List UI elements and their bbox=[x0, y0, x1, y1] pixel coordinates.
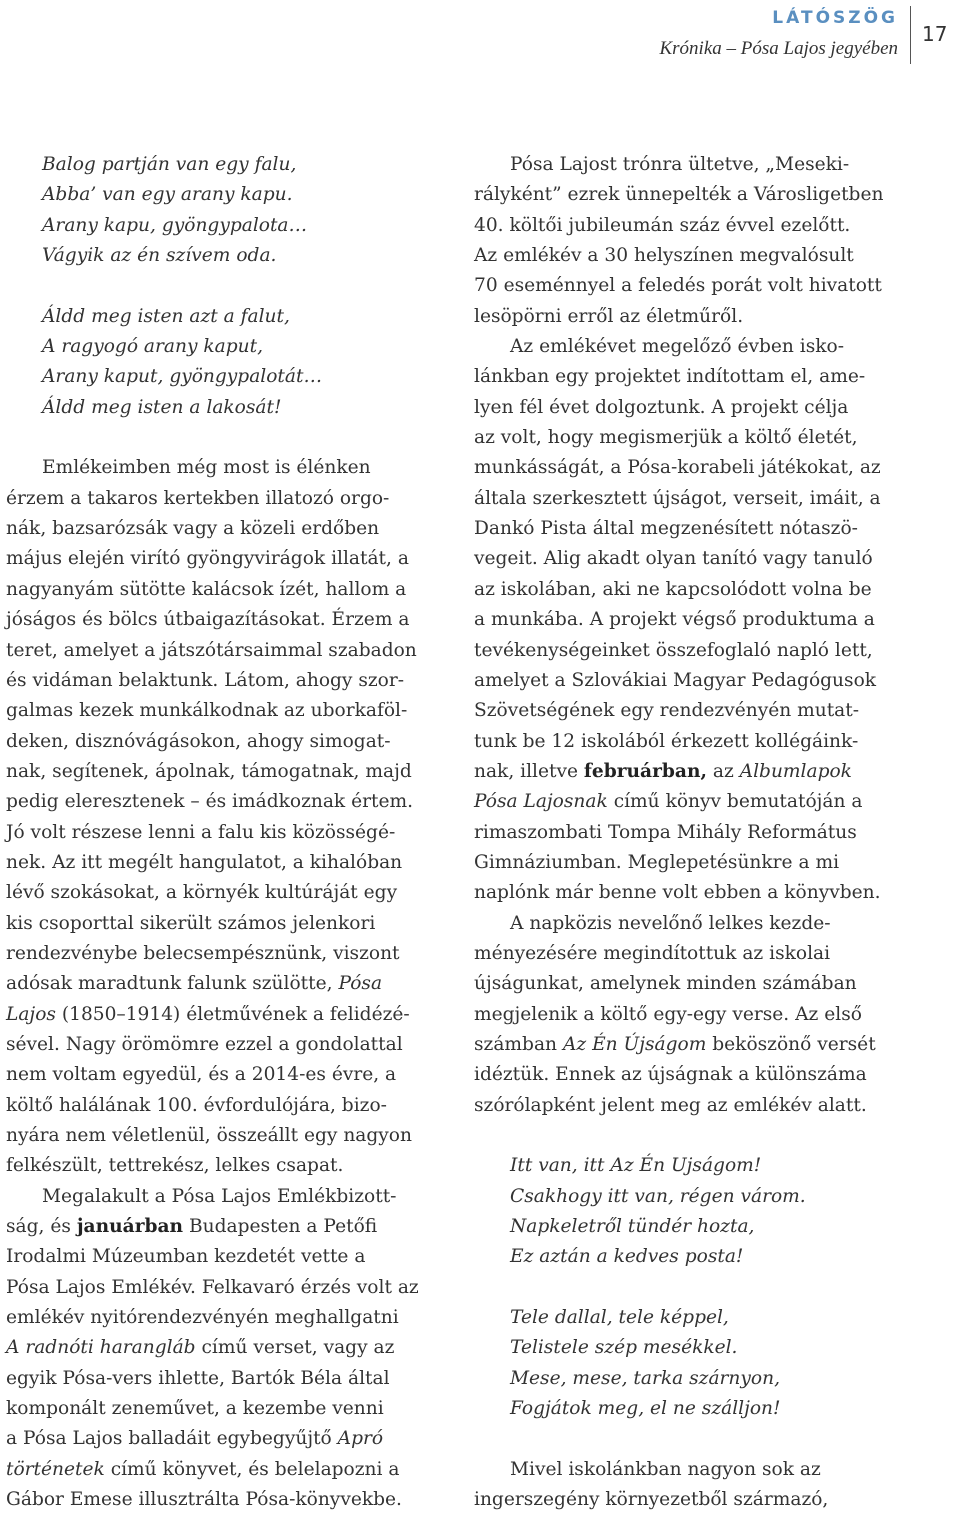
text-line bbox=[6, 1424, 432, 1454]
text-line: általa szerkesztett újságot, verseit, imáit, a bbox=[474, 487, 881, 509]
verse-line: Telistele szép mesékkel. bbox=[510, 1337, 738, 1359]
text-line: ményezésére megindítottuk az iskolai bbox=[474, 942, 831, 964]
section-title: LÁTÓSZÖG bbox=[772, 8, 898, 28]
text-line: Dankó Pista által megzenésített nótaszö- bbox=[474, 518, 858, 540]
text-line: az iskolában, aki ne kapcsolódott volna be bbox=[474, 578, 872, 600]
paragraph-jubilee bbox=[474, 150, 914, 332]
text-line: Emlékeimben még most is élénken bbox=[42, 457, 371, 479]
text-run: ság, és bbox=[6, 1216, 71, 1238]
text-line: Az emlékév a 30 helyszínen megvalósult bbox=[474, 245, 854, 267]
paragraph-memorial-year bbox=[6, 1182, 432, 1516]
text-line: nák, bazsarózsák vagy a közeli erdőben bbox=[6, 518, 380, 540]
text-line: lyen fél évet dolgoztunk. A projekt célja bbox=[474, 396, 849, 418]
text-line: 70 eseménnyel a feledés porát volt hivatott bbox=[474, 275, 882, 297]
text-line: komponált zeneművet, a kezembe venni bbox=[6, 1398, 384, 1420]
text-line: nyára nem véletlenül, összeállt egy nagyon bbox=[6, 1125, 412, 1146]
text-line: újságunkat, amelynek minden számában bbox=[474, 973, 857, 995]
poem-stanza-1 bbox=[6, 150, 432, 271]
text-line: megjelenik a költő egy-egy verse. Az első bbox=[474, 1003, 862, 1025]
poem-stanza-4 bbox=[474, 1303, 914, 1424]
spacer bbox=[474, 1121, 914, 1151]
text-run: a Pósa Lajos balladáit egybegyűjtő bbox=[6, 1428, 332, 1450]
right-column bbox=[474, 150, 914, 1515]
bold-date: januárban bbox=[76, 1216, 184, 1238]
text-line: nek. Az itt megélt hangulatot, a kihalóban bbox=[6, 851, 403, 873]
italic-title: Az Én Újságom bbox=[562, 1033, 707, 1055]
verse-line: Csakhogy itt van, régen várom. bbox=[510, 1185, 806, 1207]
text-line bbox=[6, 1333, 432, 1363]
text-run: nak, illetve bbox=[474, 760, 578, 782]
spacer bbox=[474, 1424, 914, 1454]
text-run: beköszönő versét bbox=[712, 1033, 876, 1055]
text-line: és vidáman belaktunk. Látom, ahogy szor- bbox=[6, 669, 405, 691]
text-line: rimaszombati Tompa Mihály Református bbox=[474, 821, 857, 843]
text-line: jóságos és bölcs útbaigazításokat. Érzem a bbox=[6, 609, 410, 631]
paragraph-environment bbox=[474, 1455, 914, 1516]
text-line: naplónk már benne volt ebben a könyvben. bbox=[474, 882, 881, 904]
verse-line: Balog partján van egy falu, bbox=[42, 154, 297, 175]
italic-title: Albumlapok bbox=[739, 760, 852, 782]
paragraph-memories bbox=[6, 453, 432, 1181]
verse-line: Abba’ van egy arany kapu. bbox=[42, 184, 293, 206]
text-line: galmas kezek munkálkodnak az uborkaföl- bbox=[6, 700, 408, 722]
text-run: című könyvet, és belelapozni a bbox=[110, 1458, 400, 1480]
spacer bbox=[6, 423, 432, 453]
text-line: Jó volt részese lenni a falu kis közösségé- bbox=[6, 821, 396, 843]
text-line: Gimnáziumban. Meglepetésünkre a mi bbox=[474, 851, 840, 873]
header-divider bbox=[910, 6, 911, 64]
text-line: nak, segítenek, ápolnak, támogatnak, majd bbox=[6, 760, 412, 782]
text-line: amelyet a Szlovákiai Magyar Pedagógusok bbox=[474, 669, 877, 691]
text-line: pedig eleresztenek – és imádkoznak értem. bbox=[6, 791, 414, 813]
text-line: Az emlékévet megelőző évben isko- bbox=[510, 336, 844, 358]
text-line: lesöpörni erről az életműről. bbox=[474, 305, 744, 327]
text-line: felkészült, tettrekész, lelkes csapat. bbox=[6, 1155, 344, 1177]
verse-line: Arany kapu, gyöngypalota… bbox=[42, 214, 308, 236]
text-line bbox=[474, 787, 914, 817]
text-line: sével. Nagy örömömre ezzel a gondolattal bbox=[6, 1033, 403, 1055]
text-line: munkásságát, a Pósa-korabeli játékokat, az bbox=[474, 457, 881, 479]
text-line: tunk be 12 iskolából érkezett kollégáink- bbox=[474, 730, 859, 752]
italic-title: történetek bbox=[6, 1458, 105, 1480]
text-line: Gábor Emese illusztrálta Pósa-könyvekbe. bbox=[6, 1489, 402, 1511]
text-run: című könyv bemutatóján a bbox=[613, 791, 863, 813]
text-line: lánkban egy projektet indítottam el, ame- bbox=[474, 366, 866, 388]
text-run: című verset, vagy az bbox=[201, 1337, 395, 1359]
text-line: nagyanyám sütötte kalácsok ízét, hallom a bbox=[6, 578, 407, 600]
text-line: vegeit. Alig akadt olyan tanító vagy tanuló bbox=[474, 548, 873, 570]
text-line: emlékév nyitórendezvényén meghallgatni bbox=[6, 1307, 399, 1329]
running-header bbox=[0, 0, 960, 80]
text-line: lévő szokásokat, a környék kultúráját egy bbox=[6, 882, 398, 904]
text-line: 40. költői jubileumán száz évvel ezelőtt. bbox=[474, 214, 851, 236]
text-line: nem voltam egyedül, és a 2014-es évre, a bbox=[6, 1064, 397, 1086]
verse-line: A ragyogó arany kaput, bbox=[42, 336, 263, 358]
text-line bbox=[474, 757, 914, 787]
italic-title: Pósa Lajosnak bbox=[474, 791, 608, 813]
verse-line: Áldd meg isten a lakosát! bbox=[42, 396, 282, 418]
text-line: szórólapként jelent meg az emlékév alatt. bbox=[474, 1094, 867, 1116]
text-line: teret, amelyet a játszótársaimmal szabadon bbox=[6, 639, 417, 661]
text-line: tevékenységeinket összefoglaló napló lett, bbox=[474, 639, 873, 661]
text-run: adósak maradtunk falunk szülötte, bbox=[6, 973, 333, 995]
text-line bbox=[6, 1455, 432, 1485]
poem-stanza-2 bbox=[6, 302, 432, 423]
text-line: idéztük. Ennek az újságnak a különszáma bbox=[474, 1064, 867, 1086]
text-line: A napközis nevelőnő lelkes kezde- bbox=[510, 912, 831, 934]
text-line: költő halálának 100. évfordulójára, bizo- bbox=[6, 1094, 387, 1116]
italic-title: Apró bbox=[337, 1428, 384, 1450]
text-line: deken, disznóvágásokon, ahogy simogat- bbox=[6, 730, 391, 752]
italic-title: A radnóti harangláb bbox=[6, 1337, 196, 1359]
text-line: egyik Pósa-vers ihlette, Bartók Béla által bbox=[6, 1367, 390, 1389]
verse-line: Ez aztán a kedves posta! bbox=[510, 1246, 744, 1268]
text-line: május elején virító gyöngyvirágok illatát, a bbox=[6, 548, 409, 570]
text-line: Pósa Lajost trónra ültetve, „Meseki- bbox=[510, 154, 850, 175]
text-line: Mivel iskolánkban nagyon sok az bbox=[510, 1458, 821, 1480]
left-column bbox=[6, 150, 432, 1515]
verse-line: Áldd meg isten azt a falut, bbox=[42, 305, 290, 327]
text-line bbox=[6, 1000, 432, 1030]
text-line: ingerszegény környezetből származó, bbox=[474, 1489, 829, 1511]
paragraph-newspaper bbox=[474, 909, 914, 1121]
text-line: az volt, hogy megismerjük a költő életét, bbox=[474, 427, 858, 449]
text-line: kis csoporttal sikerült számos jelenkori bbox=[6, 912, 376, 934]
text-line: Irodalmi Múzeumban kezdetét vette a bbox=[6, 1246, 366, 1268]
text-line bbox=[6, 1212, 432, 1242]
verse-line: Vágyik az én szívem oda. bbox=[42, 245, 277, 267]
text-line bbox=[474, 1030, 914, 1060]
spacer bbox=[474, 1273, 914, 1303]
spacer bbox=[6, 271, 432, 301]
italic-name: Pósa bbox=[338, 973, 383, 995]
text-run: Budapesten a Petőfi bbox=[188, 1216, 378, 1238]
bold-date: februárban, bbox=[583, 760, 707, 782]
text-line: Pósa Lajos Emlékév. Felkavaró érzés volt az bbox=[6, 1276, 419, 1298]
text-line: rályként” ezrek ünnepelték a Városligetben bbox=[474, 184, 884, 206]
text-run: (1850–1914) életművének a felidézé- bbox=[61, 1003, 410, 1025]
verse-line: Arany kaput, gyöngypalotát… bbox=[42, 366, 323, 388]
text-line: érzem a takaros kertekben illatozó orgo- bbox=[6, 487, 390, 509]
text-line: rendezvénybe belecsempésznünk, viszont bbox=[6, 942, 400, 964]
text-line bbox=[6, 969, 432, 999]
text-run: az bbox=[712, 760, 734, 782]
article-subtitle: Krónika – Pósa Lajos jegyében bbox=[659, 38, 898, 59]
verse-line: Napkeletről tündér hozta, bbox=[510, 1216, 755, 1238]
text-line: Szövetségének egy rendezvényén mutat- bbox=[474, 700, 860, 722]
text-run: számban bbox=[474, 1033, 558, 1055]
poem-stanza-3 bbox=[474, 1151, 914, 1272]
verse-line: Fogjátok meg, el ne szálljon! bbox=[510, 1398, 781, 1420]
verse-line: Mese, mese, tarka szárnyon, bbox=[510, 1367, 780, 1389]
verse-line: Itt van, itt Az Én Ujságom! bbox=[510, 1155, 762, 1177]
italic-name: Lajos bbox=[6, 1003, 56, 1025]
paragraph-project bbox=[474, 332, 914, 909]
text-line: a munkába. A projekt végső produktuma a bbox=[474, 609, 875, 631]
page-number: 17 bbox=[922, 22, 948, 46]
text-line: Megalakult a Pósa Lajos Emlékbizott- bbox=[42, 1185, 397, 1207]
verse-line: Tele dallal, tele képpel, bbox=[510, 1307, 729, 1329]
